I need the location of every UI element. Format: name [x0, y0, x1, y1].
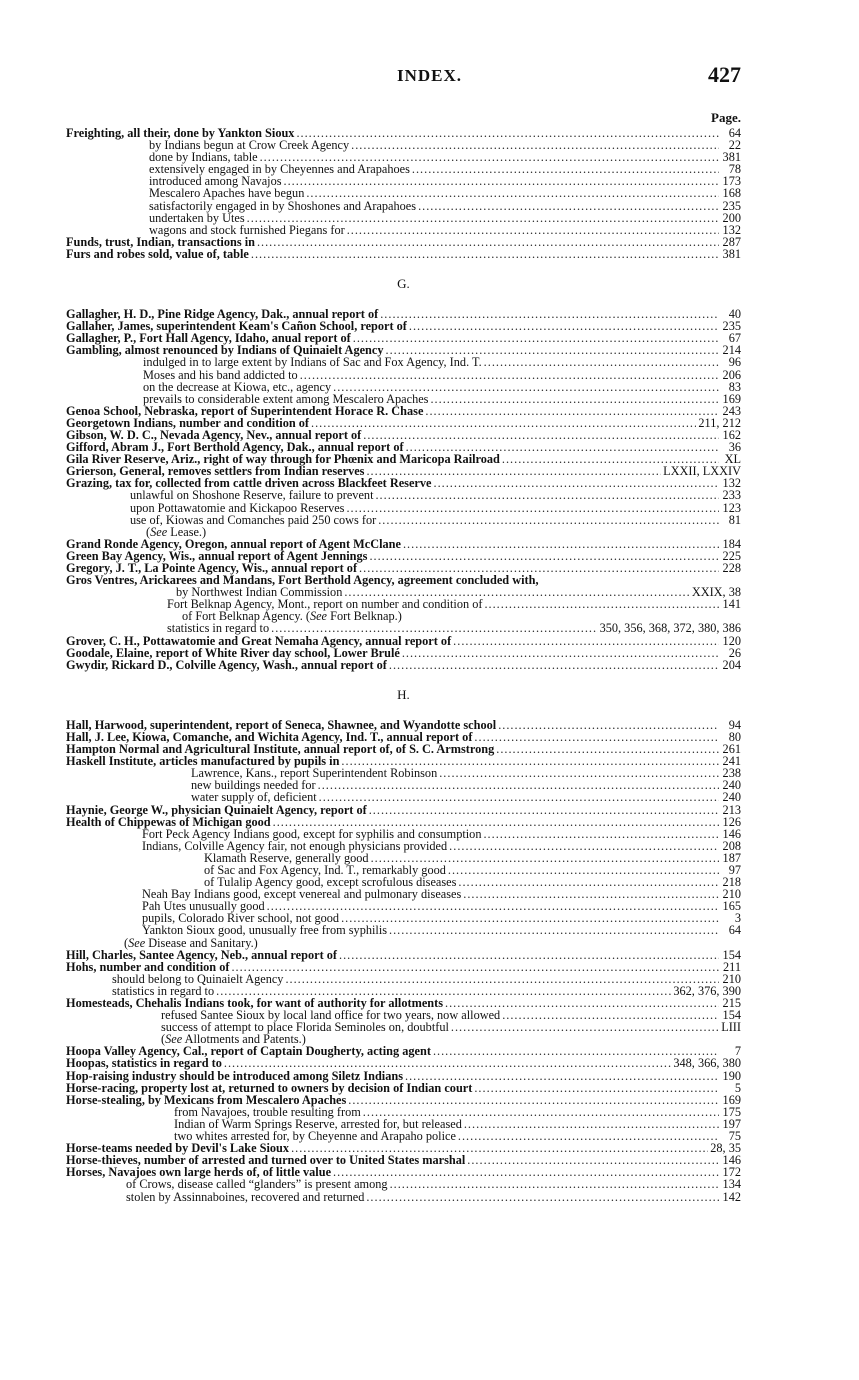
page-number: 427: [708, 62, 741, 87]
dot-leader: [390, 1178, 719, 1190]
entry-text: by Indians begun at Crow Creek Agency: [149, 138, 350, 153]
entry-page-ref: 235: [722, 319, 741, 334]
dot-leader: [474, 1082, 719, 1094]
entry-page-ref: 214: [722, 343, 741, 358]
index-entry: [66, 1178, 741, 1190]
running-title: INDEX.: [396, 66, 463, 85]
index-entry: [66, 200, 741, 212]
index-entry: [66, 1094, 741, 1106]
entry-page-ref: 134: [722, 1177, 741, 1192]
entry-page-ref: 28, 35: [710, 1141, 741, 1156]
entry-page-ref: 7: [734, 1044, 741, 1059]
entry-text: Indians, Colville Agency fair, not enough physicians provided: [142, 838, 448, 853]
index-entry: [66, 828, 741, 840]
entry-text: Grover, C. H., Pottawatomie and Great Nemaha Agency, annual report of: [66, 633, 452, 648]
entry-text: of Sac and Fox Agency, Ind. T., remarkably good: [204, 862, 446, 877]
entry-text: pupils, Colorado River school, not good: [142, 911, 340, 926]
entry-text: upon Pottawatomie and Kickapoo Reserves: [130, 500, 345, 515]
entry-text: Furs and robes sold, value of, table: [66, 246, 249, 261]
entry-page-ref: 146: [722, 826, 741, 841]
index-entry: [66, 791, 741, 803]
entry-text: two whites arrested for, by Cheyenne and Arapaho police: [174, 1129, 456, 1144]
entry-page-ref: 241: [722, 754, 741, 769]
dot-leader: [389, 659, 719, 671]
entry-page-ref: 172: [722, 1165, 741, 1180]
entry-page-ref: 120: [722, 633, 741, 648]
entry-text: should belong to Quinaielt Agency: [112, 971, 284, 986]
entry-text: of Tulalip Agency good, except scrofulous diseases: [204, 875, 457, 890]
entry-text: unlawful on Shoshone Reserve, failure to prevent: [130, 488, 374, 503]
entry-page-ref: 240: [722, 790, 741, 805]
index-body: [66, 127, 741, 1203]
index-entry: [66, 212, 741, 224]
entry-page-ref: 187: [722, 850, 741, 865]
entry-page-ref: 36: [728, 440, 741, 455]
entry-page-ref: 97: [728, 862, 741, 877]
entry-text: Freighting, all their, done by Yankton Sioux: [66, 126, 295, 140]
entry-text: Mescalero Apaches have begun: [149, 186, 305, 201]
dot-leader: [434, 477, 720, 489]
dot-leader: [463, 888, 719, 900]
entry-page-ref: 173: [722, 174, 741, 189]
entry-page-ref: 132: [722, 222, 741, 237]
entry-text: Grand Ronde Agency, Oregon, annual report of Agent McClane: [66, 536, 401, 551]
entry-page-ref: 218: [722, 875, 741, 890]
dot-leader: [496, 743, 719, 755]
entry-text: Health of Chippewas of Michigan good: [66, 814, 271, 829]
entry-text: Hampton Normal and Agricultural Institute, annual report of, of S. C. Armstrong: [66, 742, 495, 757]
entry-text: Klamath Reserve, generally good: [204, 850, 369, 865]
entry-page-ref: 381: [722, 150, 741, 165]
entry-text: indulged in to large extent by Indians of Sac and Fox Agency, Ind. T.: [143, 355, 482, 370]
entry-text: of Fort Belknap Agency. (See Fort Belknap.): [182, 609, 402, 624]
entry-page-ref: 381: [722, 246, 741, 261]
dot-leader: [378, 514, 719, 526]
dot-leader: [285, 973, 719, 985]
entry-page-ref: 132: [722, 476, 741, 491]
index-entry: [66, 659, 741, 671]
entry-text: Gallagher, H. D., Pine Ridge Agency, Dak., annual report of: [66, 307, 379, 322]
dot-leader: [484, 356, 719, 368]
entry-page-ref: 184: [722, 536, 741, 551]
index-entry: [66, 622, 741, 634]
dot-leader: [346, 502, 719, 514]
entry-page-ref: 190: [722, 1068, 741, 1083]
entry-text: from Navajoes, trouble resulting from: [174, 1104, 361, 1119]
entry-page-ref: 197: [722, 1116, 741, 1131]
entry-page-ref: 64: [728, 126, 741, 140]
entry-page-ref: 238: [722, 766, 741, 781]
entry-text: Genoa School, Nebraska, report of Superintendent Horace R. Chase: [66, 403, 424, 418]
index-entry: [66, 393, 741, 405]
index-entry: [66, 635, 741, 647]
entry-text: Goodale, Elaine, report of White River day school, Lower Brulé: [66, 645, 400, 660]
index-entry: [66, 356, 741, 368]
entry-text: refused Santee Sioux by local land office for two years, now allowed: [161, 1008, 501, 1023]
index-entry: [66, 574, 741, 586]
dot-leader: [380, 308, 719, 320]
entry-page-ref: 215: [722, 996, 741, 1010]
dot-leader: [306, 187, 719, 199]
index-entry: [66, 779, 741, 791]
entry-text: Hill, Charles, Santee Agency, Neb., annual report of: [66, 947, 337, 962]
dot-leader: [430, 393, 719, 405]
entry-text: satisfactorily engaged in by Shoshones and Arapahoes: [149, 198, 417, 213]
entry-page-ref: 80: [728, 729, 741, 744]
dot-leader: [224, 1057, 671, 1069]
dot-leader: [347, 224, 719, 236]
index-entry: [66, 767, 741, 779]
dot-leader: [464, 1118, 719, 1130]
dot-leader: [351, 139, 719, 151]
dot-leader: [247, 212, 719, 224]
entry-page-ref: 22: [728, 138, 741, 153]
entry-page-ref: 228: [722, 561, 741, 575]
entry-page-ref: 123: [722, 500, 741, 515]
entry-text: Gila River Reserve, Ariz., right of way through for Phœnix and Maricopa Railroad: [66, 452, 500, 467]
entry-page-ref: 5: [734, 1080, 741, 1095]
entry-page-ref: 81: [728, 512, 741, 527]
entry-page-ref: 261: [722, 742, 741, 757]
entry-page-ref: 168: [722, 186, 741, 201]
entry-text: Horse-stealing, by Mexicans from Mescalero Apaches: [66, 1092, 347, 1107]
entry-text: Haskell Institute, articles manufactured by pupils in: [66, 754, 340, 769]
entry-text: success of attempt to place Florida Seminoles on, doubtful: [161, 1020, 449, 1035]
index-entry: [66, 489, 741, 501]
dot-leader: [318, 779, 719, 791]
index-entry: [66, 1191, 741, 1203]
index-entry: [66, 381, 741, 393]
dot-leader: [425, 405, 719, 417]
entry-text: Horses, Navajoes own large herds of, of little value: [66, 1165, 332, 1180]
entry-text: statistics in regard to: [167, 621, 270, 636]
entry-page-ref: 350, 356, 368, 372, 380, 386: [599, 621, 741, 636]
entry-page-ref: 162: [722, 427, 741, 442]
dot-leader: [348, 1094, 719, 1106]
entry-text: Gregory, J. T., La Pointe Agency, Wis., annual report of: [66, 561, 358, 575]
dot-leader: [402, 647, 719, 659]
dot-leader: [409, 320, 719, 332]
section-letter: G.: [397, 276, 410, 292]
entry-text: water supply of, deficient: [191, 790, 317, 805]
dot-leader: [363, 429, 719, 441]
entry-text: Fort Belknap Agency, Mont., report on number and condition of: [167, 597, 483, 612]
index-entry: [66, 514, 741, 526]
entry-text: introduced among Navajos: [149, 174, 282, 189]
dot-leader: [300, 369, 719, 381]
entry-text: Pah Utes unusually good: [142, 899, 265, 914]
dot-leader: [498, 719, 719, 731]
entry-text: Haynie, George W., physician Quinaielt Agency, report of: [66, 802, 367, 817]
index-entry: [66, 248, 741, 260]
entry-page-ref: 210: [722, 887, 741, 902]
entry-page-ref: 78: [728, 162, 741, 177]
dot-leader: [474, 731, 719, 743]
dot-leader: [341, 912, 719, 924]
entry-text: wagons and stock furnished Piegans for: [149, 222, 345, 237]
index-entry: [66, 937, 741, 949]
index-entry: [66, 804, 741, 816]
entry-page-ref: 235: [722, 198, 741, 213]
dot-leader: [483, 828, 719, 840]
entry-page-ref: 206: [722, 367, 741, 382]
index-entry: [66, 961, 741, 973]
dot-leader: [296, 127, 719, 139]
running-head: [0, 62, 859, 92]
entry-text: Hohs, number and condition of: [66, 959, 230, 974]
dot-leader: [333, 1166, 719, 1178]
dot-leader: [449, 840, 719, 852]
entry-page-ref: 94: [728, 717, 741, 732]
entry-page-ref: XL: [724, 452, 741, 467]
entry-page-ref: 243: [722, 403, 741, 418]
entry-text: Funds, trust, Indian, transactions in: [66, 234, 255, 249]
entry-text: Hoopa Valley Agency, Cal., report of Captain Dougherty, acting agent: [66, 1044, 431, 1059]
entry-page-ref: 211, 212: [698, 415, 741, 430]
index-entry: [66, 924, 741, 936]
dot-leader: [502, 1009, 719, 1021]
entry-text: Grierson, General, removes settlers from Indian reserves: [66, 464, 365, 479]
dot-leader: [333, 381, 719, 393]
entry-text: use of, Kiowas and Comanches paid 250 cows for: [130, 512, 377, 527]
index-entry: [66, 1057, 741, 1069]
entry-text: Indian of Warm Springs Reserve, arrested for, but released: [174, 1116, 462, 1131]
entry-text: (See Allotments and Patents.): [161, 1032, 306, 1047]
entry-page-ref: 146: [722, 1153, 741, 1168]
index-entry: [66, 1082, 741, 1094]
dot-leader: [412, 163, 719, 175]
entry-page-ref: 210: [722, 971, 741, 986]
dot-leader: [458, 1130, 719, 1142]
entry-page-ref: 225: [722, 548, 741, 563]
entry-text: Gallaher, James, superintendent Keam's Cañon School, report of: [66, 319, 407, 334]
entry-page-ref: LXXII, LXXIV: [663, 464, 741, 479]
dot-leader: [439, 767, 719, 779]
entry-page-ref: 211: [723, 959, 741, 974]
index-entry: [66, 949, 741, 961]
entry-page-ref: 213: [722, 802, 741, 817]
dot-leader: [257, 236, 719, 248]
dot-leader: [311, 417, 696, 429]
entry-text: of Crows, disease called “glanders” is present among: [126, 1177, 388, 1192]
entry-text: Horse-racing, property lost at, returned to owners by decision of Indian court: [66, 1080, 473, 1095]
section-letter: H.: [397, 686, 410, 702]
entry-text: Gallagher, P., Fort Hall Agency, Idaho, anual report of: [66, 331, 351, 346]
entry-text: statistics in regard to: [112, 983, 215, 998]
index-entry: [66, 369, 741, 381]
entry-text: Homesteads, Chehalis Indians took, for want of authority for allotments: [66, 996, 444, 1010]
entry-text: undertaken by Utes: [149, 210, 245, 225]
entry-page-ref: 96: [728, 355, 741, 370]
entry-text: Lawrence, Kans., report Superintendent Robinson: [191, 766, 438, 781]
dot-leader: [453, 635, 719, 647]
dot-leader: [389, 924, 719, 936]
entry-text: Moses and his band addicted to: [143, 367, 298, 382]
index-entry: [66, 526, 741, 538]
page-column-label: Page.: [711, 110, 741, 125]
entry-text: prevails to considerable extent among Mescalero Apaches: [143, 391, 429, 406]
index-entry: [66, 1070, 741, 1082]
index-entry: [66, 187, 741, 199]
entry-page-ref: 154: [722, 1008, 741, 1023]
entry-page-ref: 208: [722, 838, 741, 853]
entry-text: new buildings needed for: [191, 778, 316, 793]
entry-page-ref: 64: [728, 923, 741, 938]
entry-page-ref: 75: [728, 1129, 741, 1144]
entry-text: Hoopas, statistics in regard to: [66, 1056, 222, 1071]
entry-page-ref: 287: [722, 234, 741, 249]
entry-text: by Northwest Indian Commission: [176, 585, 343, 600]
dot-leader: [451, 1021, 719, 1033]
entry-page-ref: 67: [728, 331, 741, 346]
entry-text: Fort Peck Agency Indians good, except for syphilis and consumption: [142, 826, 482, 841]
dot-leader: [369, 550, 719, 562]
entry-page-ref: 126: [722, 814, 741, 829]
index-entry: [66, 816, 741, 828]
dot-leader: [403, 538, 719, 550]
entry-page-ref: XXIX, 38: [691, 585, 741, 600]
dot-leader: [448, 864, 719, 876]
entry-page-ref: 83: [728, 379, 741, 394]
dot-leader: [339, 949, 719, 961]
index-entry: [66, 598, 741, 610]
dot-leader: [353, 332, 719, 344]
dot-leader: [284, 175, 720, 187]
index-entry: [66, 647, 741, 659]
entry-text: Gifford, Abram J., Fort Berthold Agency, Dak., annual report of: [66, 440, 404, 455]
dot-leader: [369, 804, 719, 816]
entry-page-ref: 240: [722, 778, 741, 793]
entry-page-ref: 141: [722, 597, 741, 612]
entry-page-ref: 204: [722, 657, 741, 672]
dot-leader: [375, 489, 719, 501]
entry-page-ref: 169: [722, 391, 741, 406]
entry-page-ref: 233: [722, 488, 741, 503]
dot-leader: [271, 622, 597, 634]
index-entry: [66, 502, 741, 514]
entry-text: (See Lease.): [146, 524, 207, 539]
dot-leader: [458, 876, 719, 888]
entry-text: Horse-teams needed by Devil's Lake Sioux: [66, 1141, 290, 1156]
entry-text: Gambling, almost renounced by Indians of Quinaielt Agency: [66, 343, 384, 358]
entry-text: Georgetown Indians, number and condition of: [66, 415, 310, 430]
entry-text: Neah Bay Indians good, except venereal and pulmonary diseases: [142, 887, 462, 902]
entry-page-ref: 40: [728, 307, 741, 322]
entry-text: Hop-raising industry should be introduced among Siletz Indians: [66, 1068, 403, 1083]
entry-text: Horse-thieves, number of arrested and turned over to United States marshal: [66, 1153, 466, 1168]
entry-text: done by Indians, table: [149, 150, 258, 165]
entry-text: extensively engaged in by Cheyennes and Arapahoes: [149, 162, 410, 177]
entry-page-ref: 348, 366, 380: [673, 1056, 741, 1071]
entry-page-ref: 175: [722, 1104, 741, 1119]
entry-text: Hall, Harwood, superintendent, report of Seneca, Shawnee, and Wyandotte school: [66, 717, 497, 732]
entry-text: stolen by Assinnaboines, recovered and returned: [126, 1189, 365, 1204]
entry-text: (See Disease and Sanitary.): [124, 935, 258, 950]
entry-page-ref: 26: [728, 645, 741, 660]
dot-leader: [319, 791, 719, 803]
entry-page-ref: LIII: [721, 1020, 741, 1035]
dot-leader: [484, 598, 719, 610]
entry-text: Yankton Sioux good, unusually free from syphilis: [142, 923, 388, 938]
entry-text: Green Bay Agency, Wis., annual report of Agent Jennings: [66, 548, 368, 563]
entry-text: Gwydir, Rickard D., Colville Agency, Wash., annual report of: [66, 657, 387, 672]
index-entry: [66, 840, 741, 852]
dot-leader: [231, 961, 719, 973]
dot-leader: [418, 200, 719, 212]
entry-text: Grazing, tax for, collected from cattle driven across Blackfeet Reserve: [66, 476, 432, 491]
dot-leader: [273, 816, 719, 828]
dot-leader: [366, 1191, 719, 1203]
entry-page-ref: 169: [722, 1092, 741, 1107]
entry-page-ref: 362, 376, 390: [673, 983, 741, 998]
dot-leader: [467, 1154, 719, 1166]
entry-text: Gros Ventres, Arickarees and Mandans, Fort Berthold Agency, agreement concluded with,: [66, 573, 539, 588]
entry-text: Gibson, W. D. C., Nevada Agency, Nev., annual report of: [66, 427, 362, 442]
entry-page-ref: 165: [722, 899, 741, 914]
entry-text: Hall, J. Lee, Kiowa, Comanche, and Wichita Agency, Ind. T., annual report of: [66, 729, 473, 744]
dot-leader: [251, 248, 719, 260]
entry-page-ref: 3: [734, 911, 741, 926]
entry-page-ref: 200: [722, 210, 741, 225]
dot-leader: [405, 1070, 719, 1082]
entry-page-ref: 154: [722, 947, 741, 962]
entry-page-ref: 142: [722, 1189, 741, 1204]
entry-text: on the decrease at Kiowa, etc., agency: [143, 379, 332, 394]
